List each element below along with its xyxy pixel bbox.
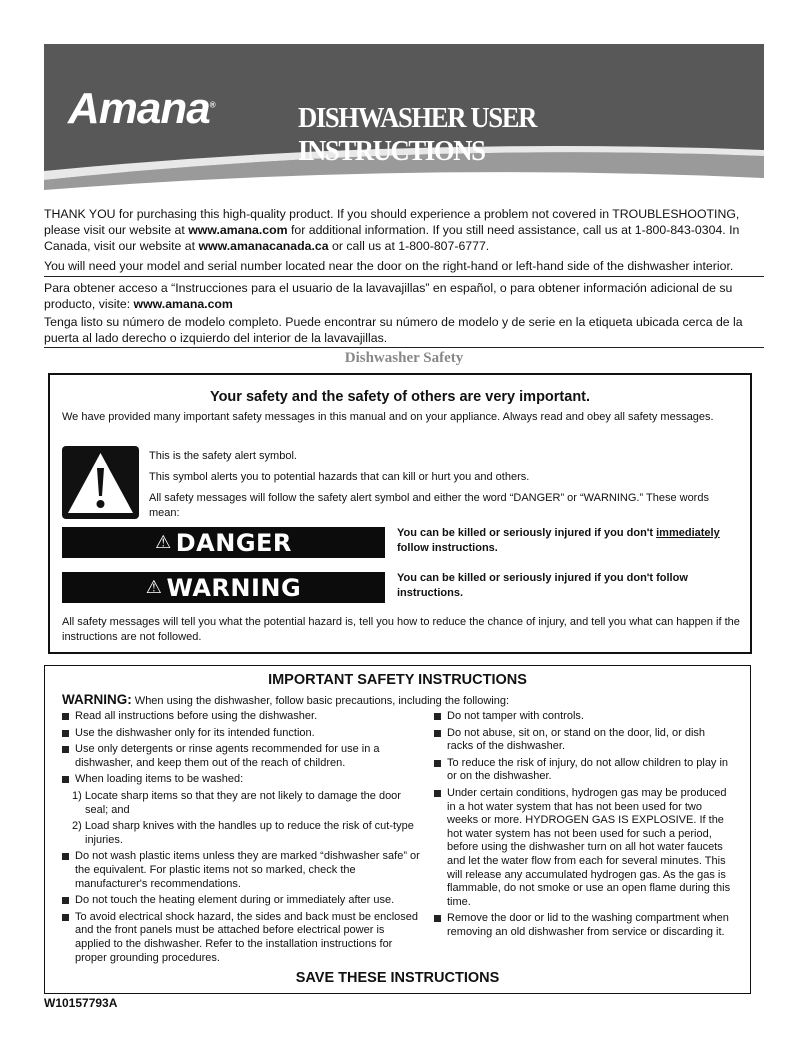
list-item: When loading items to be washed: (61, 773, 421, 787)
safety-footer: All safety messages will tell you what the potential hazard is, tell you how to reduce the chance of injury, and tell you what can happen if the instructions are not followed. (62, 616, 740, 643)
part-number: W10157793A (44, 996, 118, 1010)
instructions-heading: IMPORTANT SAFETY INSTRUCTIONS (268, 672, 527, 688)
section-title: Dishwasher Safety (344, 350, 464, 366)
important-safety-box (44, 665, 751, 994)
list-item: Do not tamper with controls. (433, 710, 733, 724)
safety-heading: Your safety and the safety of others are very important. (209, 389, 591, 405)
list-item: Use the dishwasher only for its intended function. (61, 727, 421, 741)
list-item: Read all instructions before using the dishwasher. (61, 710, 421, 724)
safety-intro: We have provided many important safety messages in this manual and on your appliance. Always read and obey all safety messages. (62, 411, 714, 423)
alert-triangle-icon: ⚠ (145, 577, 163, 598)
list-item: To reduce the risk of injury, do not allow children to play in or on the dishwasher. (433, 757, 733, 784)
warning-text: You can be killed or seriously injured if you don't follow instructions. (397, 572, 688, 599)
model-serial-note: You will need your model and serial number located near the door on the right-hand or left-hand side of the dishwasher interior. (44, 259, 734, 273)
right-column (433, 710, 733, 943)
list-item: Do not wash plastic items unless they are marked “dishwasher safe” or the equivalent. For plastic items not so marked, check the manufacturer's recommendations. (61, 850, 421, 891)
left-column (61, 710, 421, 968)
website-link[interactable]: www.amana.com (188, 223, 288, 237)
list-item: To avoid electrical shock hazard, the sides and back must be enclosed and the front panels must be attached before electrical power is applied to the dishwasher. Refer to the installation instructions for proper grounding procedures. (61, 911, 421, 965)
intro-text: THANK YOU for purchasing this high-quality product. If you should experience a problem not covered in TROUBLESHOOTING, please visit our website at www.amana.com for additional information. If you still need assistance, call us at 1-800-843-0304. In Canada, visit our website at www.amanacanada.ca or call us at 1-800-807-6777. You will need your model and serial number located near the door on the right-hand or left-hand side of the dishwasher interior. (44, 206, 766, 278)
alert-explanation: This is the safety alert symbol. This symbol alerts you to potential hazards that can kill or hurt you and others. All safety messages will follow the safety alert symbol and either the word “DANGER” or “WARNING.” These words mean: (149, 450, 709, 519)
spanish-website-link[interactable]: www.amana.com (133, 297, 233, 311)
safety-alert-icon (62, 446, 139, 519)
header-banner (44, 44, 764, 200)
divider (44, 347, 764, 348)
list-item: Do not abuse, sit on, or stand on the door, lid, or dish racks of the dishwasher. (433, 727, 733, 754)
document-title: DISHWASHER USER INSTRUCTIONS (298, 102, 537, 167)
safety-box (48, 373, 752, 654)
divider (44, 276, 764, 277)
amana-logo: Amana® (68, 84, 215, 133)
spanish-text: Para obtener acceso a “Instrucciones para el usuario de la lavavajillas” en español, o para obtener información adicional de su producto, visite: www.amana.com Tenga listo su número de modelo completo. Puede encontrar su número de modelo y de serie en la etiqueta ubicada cerca de la puerta al lado derecho o izquierdo del interior de la lavavajillas. (44, 281, 743, 345)
warning-line: WARNING: When using the dishwasher, follow basic precautions, including the following: (62, 692, 510, 707)
save-instructions: SAVE THESE INSTRUCTIONS (295, 970, 500, 986)
sub-item: 1) Locate sharp items so that they are not likely to damage the door seal; and (72, 789, 401, 816)
warning-signal-word: ⚠ WARNING (62, 572, 385, 603)
list-item: Remove the door or lid to the washing compartment when removing an old dishwasher from service or discarding it. (433, 912, 733, 939)
danger-signal-word: ⚠ DANGER (62, 527, 385, 558)
list-item: Under certain conditions, hydrogen gas may be produced in a hot water system that has not been used for two weeks or more. HYDROGEN GAS IS EXPLOSIVE. If the hot water system has not been used for such a period, before using the dishwasher turn on all hot water faucets and let the water flow from each for several minutes. This will release any accumulated hydrogen gas. As the gas is flammable, do not smoke or use an open flame during this time. (433, 787, 733, 909)
alert-triangle-icon: ⚠ (155, 532, 172, 553)
canada-website-link[interactable]: www.amanacanada.ca (198, 239, 329, 253)
sub-item: 2) Load sharp knives with the handles up to reduce the risk of cut-type injuries. (72, 820, 414, 846)
list-item: Use only detergents or rinse agents recommended for use in a dishwasher, and keep them out of the reach of children. (61, 743, 421, 770)
list-item: Do not touch the heating element during or immediately after use. (61, 894, 421, 908)
danger-text: You can be killed or seriously injured if you don't immediately follow instructions. (397, 527, 720, 554)
